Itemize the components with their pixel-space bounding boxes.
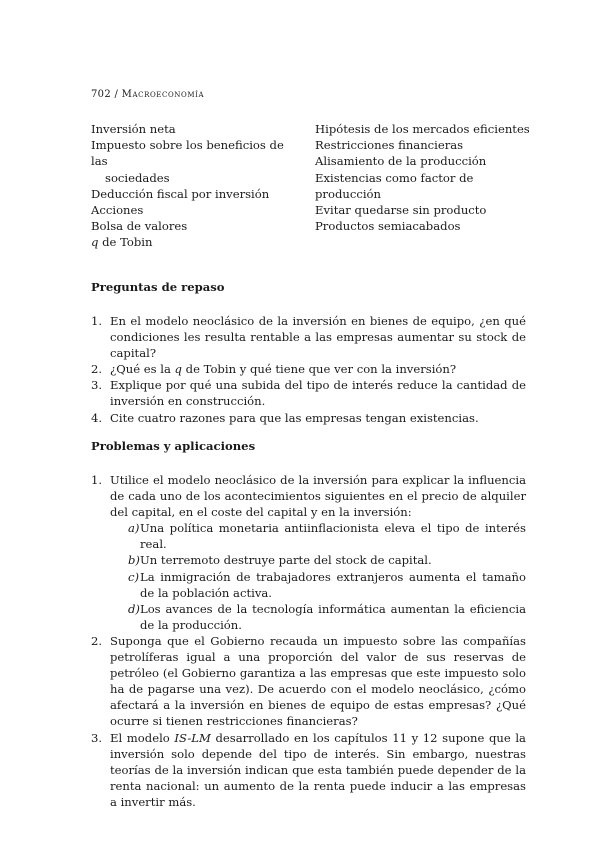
- problem-text: Utilice el modelo neoclásico de la inversión para explicar la influencia de cada uno de los acontecimientos siguientes en el precio de alquiler del capital, en el coste del capital y en la inversión:: [110, 473, 526, 520]
- subitem-text: Un terremoto destruye parte del stock de capital.: [140, 553, 432, 568]
- key-term-continuation: sociedades: [105, 170, 170, 185]
- problem-item: [91, 472, 526, 633]
- subitem-text: La inmigración de trabajadores extranjeros aumenta el tamaño de la población activa.: [140, 569, 526, 600]
- key-term-q-tobin: q de Tobin: [91, 235, 153, 250]
- question-number: 1.: [91, 314, 103, 328]
- review-question: [91, 361, 526, 377]
- question-number: 2.: [91, 362, 103, 377]
- problem-text-post: desarrollado en los capítulos 11 y 12 supone que la inversión solo depende del tipo de interés. Sin embargo, nuestras teorías de la inversión indican que esta también puede depender de la renta nacional: un aumento de la renta puede inducir a las empresas a invertir más.: [110, 730, 526, 809]
- subitem-letter: c): [128, 569, 140, 584]
- problem-text-italic: IS-LM: [174, 730, 211, 745]
- problem-subitem: [110, 601, 526, 633]
- key-term: Acciones: [91, 203, 144, 218]
- key-term: Productos semiacabados: [315, 219, 461, 234]
- problem-number: 3.: [91, 730, 103, 745]
- review-question: [91, 313, 526, 361]
- problem-subitem: [110, 552, 526, 568]
- book-title: Macroeconomía: [121, 89, 205, 100]
- subitem-letter: a): [128, 521, 140, 536]
- question-text-italic: q: [174, 362, 182, 377]
- review-question: [91, 410, 526, 426]
- problem-text-pre: El modelo: [110, 730, 175, 745]
- key-term: Hipótesis de los mercados eficientes: [315, 122, 530, 136]
- problem-number: 2.: [91, 633, 103, 648]
- question-text-pre: ¿Qué es la: [110, 362, 175, 377]
- key-term: Bolsa de valores: [91, 219, 188, 234]
- review-questions-list: [91, 313, 526, 426]
- problem-text: Suponga que el Gobierno recauda un impuesto sobre las compañías petrolíferas igual a una proporción del valor de sus reservas de petróleo (el Gobierno garantiza a las empresas que este impuesto solo ha de pagarse una vez). De acuerdo con el modelo neoclásico, ¿cómo afectará a la inversión en bienes de equipo de estas empresas? ¿Qué ocurre si tienen restricciones financieras?: [110, 633, 526, 729]
- subitem-text: Los avances de la tecnología informática aumentan la eficiencia de la producción.: [140, 601, 526, 632]
- key-term: Impuesto sobre los beneficios de las: [91, 138, 284, 169]
- key-term: Existencias como factor de producción: [315, 170, 474, 201]
- problems-list: [91, 472, 526, 810]
- problem-subitem: [110, 569, 526, 601]
- key-terms-left-column: [91, 121, 291, 251]
- key-term: Inversión neta: [91, 122, 176, 136]
- problem-number: 1.: [91, 473, 103, 487]
- problems-title: Problemas y aplicaciones: [91, 439, 256, 453]
- problem-item: [91, 633, 526, 730]
- question-text: Explique por qué una subida del tipo de interés reduce la cantidad de inversión en construcción.: [110, 378, 526, 409]
- problem-subitems: [110, 520, 526, 633]
- key-term: Evitar quedarse sin producto: [315, 203, 487, 218]
- key-term: Restricciones financieras: [315, 138, 464, 153]
- problem-subitem: [110, 520, 526, 552]
- question-text: Cite cuatro razones para que las empresas tengan existencias.: [110, 410, 479, 425]
- subitem-letter: b): [128, 553, 140, 568]
- key-terms-right-column: [315, 121, 530, 234]
- subitem-text: Una política monetaria antiinflacionista eleva el tipo de interés real.: [140, 521, 526, 552]
- review-question: [91, 377, 526, 409]
- running-header: [91, 89, 204, 100]
- question-number: 4.: [91, 410, 103, 425]
- review-questions-title: Preguntas de repaso: [91, 280, 225, 294]
- key-term: Alisamiento de la producción: [315, 154, 487, 169]
- question-number: 3.: [91, 378, 103, 393]
- subitem-letter: d): [128, 601, 140, 616]
- page-number: 702 /: [91, 89, 119, 100]
- key-term: Deducción fiscal por inversión: [91, 186, 270, 201]
- question-text: En el modelo neoclásico de la inversión en bienes de equipo, ¿en qué condiciones les resulta rentable a las empresas aumentar su stock de capital?: [110, 314, 526, 361]
- question-text-post: de Tobin y qué tiene que ver con la inversión?: [181, 362, 457, 377]
- problem-item: [91, 730, 526, 810]
